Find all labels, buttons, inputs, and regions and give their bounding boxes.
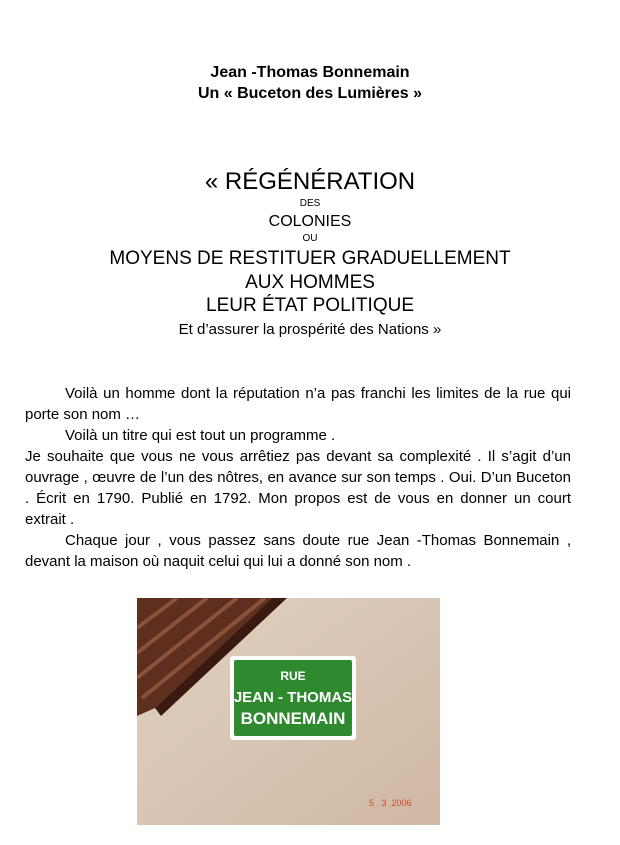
subtitle-heading: Un « Buceton des Lumières » [197, 85, 423, 102]
paragraph-2: Voilà un titre qui est tout un programme . [65, 427, 336, 444]
title-line-prosperite: Et d’assurer la prospérité des Nations » [178, 321, 442, 338]
sign-text-rue: RUE [280, 669, 306, 683]
title-line-moyens: MOYENS DE RESTITUER GRADUELLEMENT [109, 248, 511, 269]
title-line-etat-politique: LEUR ÉTAT POLITIQUE [206, 295, 414, 316]
paragraph-1: Voilà un homme dont la réputation n’a pas franchi les limites de la rue qui porte son nom … [25, 385, 571, 423]
photo-image [137, 598, 440, 825]
title-line-ou: OU [302, 233, 318, 244]
body-text [25, 383, 571, 572]
sign-text-jean-thomas: JEAN - THOMAS [233, 689, 353, 706]
title-line-des: DES [299, 198, 321, 209]
street-sign-photo [137, 598, 440, 825]
title-line-regeneration: « RÉGÉNÉRATION [204, 168, 416, 195]
date-stamp: 5 . 3 .2006 [369, 798, 412, 808]
title-line-colonies: COLONIES [268, 213, 352, 230]
author-heading: Jean -Thomas Bonnemain [210, 64, 410, 81]
sign-text-bonnemain: BONNEMAIN [240, 709, 346, 728]
paragraph-4: Chaque jour , vous passez sans doute rue Jean -Thomas Bonnemain , devant la maison où naquit celui qui lui a donné son nom . [25, 532, 571, 570]
paragraph-3: Je souhaite que vous ne vous arrêtiez pas devant sa complexité . Il s’agit d’un ouvrage , œuvre de l’un des nôtres, en avance sur son temps . Oui. D’un Buceton . Écrit en 1790. Publié en 1792. Mon propos est de vous en donner un court extrait . [25, 448, 571, 528]
title-line-aux-hommes: AUX HOMMES [245, 272, 375, 293]
